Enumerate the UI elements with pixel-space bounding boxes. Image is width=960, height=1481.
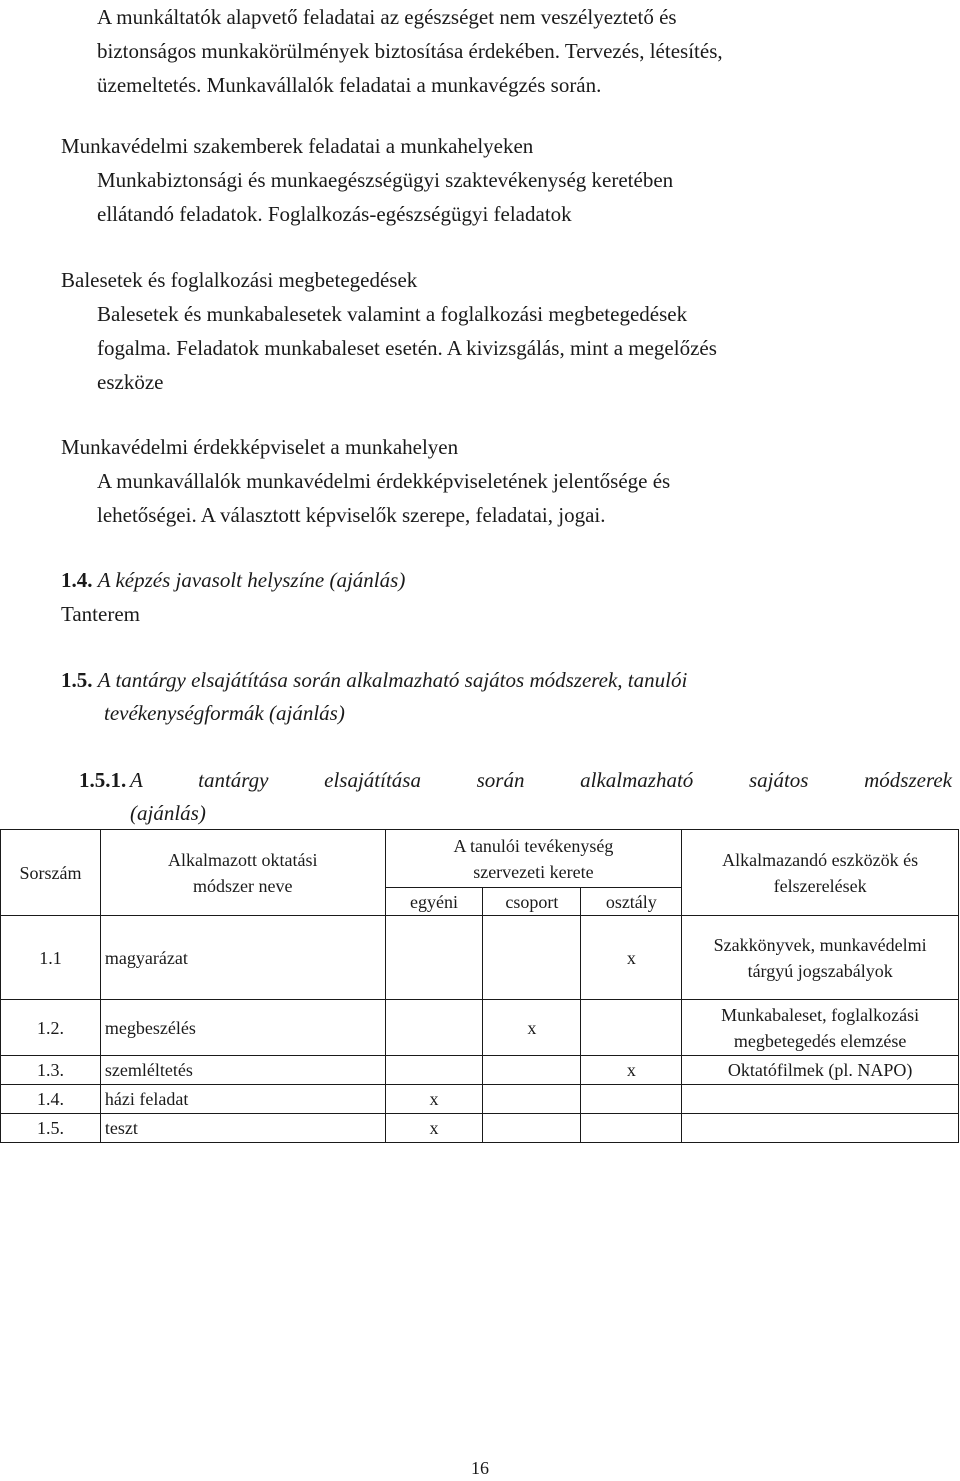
header-egyeni: egyéni: [385, 888, 483, 916]
page-number: 16: [471, 1458, 489, 1478]
row-egyeni: [385, 1000, 483, 1056]
row-tools: Oktatófilmek (pl. NAPO): [682, 1056, 959, 1085]
topic-title: Munkavédelmi szakemberek feladatai a munkahelyeken: [61, 134, 534, 158]
topic-body-line: Munkabiztonsági és munkaegészségügyi szaktevékenység keretében: [97, 168, 674, 192]
row-csoport: [483, 916, 581, 1000]
section-1-4-heading: [61, 564, 405, 597]
table-row: [1, 1056, 959, 1085]
section-1-5-1-title: A tantárgy elsajátítása során alkalmazható sajátos módszerek: [130, 768, 952, 792]
row-egyeni: [385, 916, 483, 1000]
section-1-5-heading-cont: [104, 697, 345, 730]
row-method: teszt: [100, 1114, 385, 1143]
header-csoport: csoport: [483, 888, 581, 916]
topic-body-line: fogalma. Feladatok munkabaleset esetén. A kivizsgálás, mint a megelőzés: [97, 336, 717, 360]
intro-line: üzemeltetés. Munkavállalók feladatai a munkavégzés során.: [97, 73, 602, 97]
section-title: A tantárgy elsajátítása során alkalmazható sajátos módszerek, tanulói: [97, 668, 688, 692]
row-osztaly: [581, 1085, 682, 1114]
row-osztaly: x: [581, 916, 682, 1000]
section-title: A képzés javasolt helyszíne (ajánlás): [97, 568, 406, 592]
row-osztaly: x: [581, 1056, 682, 1085]
header-tools: Alkalmazandó eszközök és felszerelések: [682, 830, 959, 916]
section-1-5-1-number: 1.5.1.: [79, 768, 127, 792]
row-number: 1.3.: [1, 1056, 101, 1085]
row-egyeni: [385, 1056, 483, 1085]
row-tools: [682, 1114, 959, 1143]
topic-title: Munkavédelmi érdekképviselet a munkahelyen: [61, 435, 459, 459]
row-method: házi feladat: [100, 1085, 385, 1114]
topic-body-line: eszköze: [97, 370, 164, 394]
topic-title: Balesetek és foglalkozási megbetegedések: [61, 268, 418, 292]
section-1-5-1-title-cont: (ajánlás): [130, 801, 206, 825]
header-group: A tanulói tevékenység szervezeti kerete: [385, 830, 682, 888]
section-number: 1.4.: [61, 568, 93, 592]
topic-body-line: ellátandó feladatok. Foglalkozás-egészségügyi feladatok: [97, 202, 572, 226]
row-tools: Munkabaleset, foglalkozási megbetegedés elemzése: [682, 1000, 959, 1056]
intro-line: biztonságos munkakörülmények biztosítása érdekében. Tervezés, létesítés,: [97, 39, 723, 63]
row-method: szemléltetés: [100, 1056, 385, 1085]
table-row: [1, 1114, 959, 1143]
row-number: 1.5.: [1, 1114, 101, 1143]
row-egyeni: x: [385, 1114, 483, 1143]
section-1-4-value: Tanterem: [61, 602, 140, 626]
row-tools: [682, 1085, 959, 1114]
row-number: 1.1: [1, 916, 101, 1000]
row-method: megbeszélés: [100, 1000, 385, 1056]
row-csoport: [483, 1114, 581, 1143]
header-method: Alkalmazott oktatási módszer neve: [100, 830, 385, 916]
row-csoport: [483, 1085, 581, 1114]
table-row: [1, 1085, 959, 1114]
table-row: [1, 916, 959, 1000]
row-osztaly: [581, 1114, 682, 1143]
row-number: 1.4.: [1, 1085, 101, 1114]
section-1-5-heading: [61, 664, 687, 697]
intro-line: A munkáltatók alapvető feladatai az egészséget nem veszélyeztető és: [97, 5, 677, 29]
section-number: 1.5.: [61, 668, 93, 692]
topic-body-line: Balesetek és munkabalesetek valamint a foglalkozási megbetegedések: [97, 302, 688, 326]
topic-body-line: lehetőségei. A választott képviselők szerepe, feladatai, jogai.: [97, 503, 606, 527]
methods-table: [0, 829, 959, 1143]
row-tools: Szakkönyvek, munkavédelmi tárgyú jogszabályok: [682, 916, 959, 1000]
row-method: magyarázat: [100, 916, 385, 1000]
header-sorszam: Sorszám: [1, 830, 101, 916]
table-row: [1, 1000, 959, 1056]
header-osztaly: osztály: [581, 888, 682, 916]
section-title-cont: tevékenységformák (ajánlás): [104, 701, 345, 725]
row-csoport: [483, 1056, 581, 1085]
row-csoport: x: [483, 1000, 581, 1056]
row-osztaly: [581, 1000, 682, 1056]
topic-body-line: A munkavállalók munkavédelmi érdekképviseletének jelentősége és: [97, 469, 671, 493]
row-number: 1.2.: [1, 1000, 101, 1056]
row-egyeni: x: [385, 1085, 483, 1114]
